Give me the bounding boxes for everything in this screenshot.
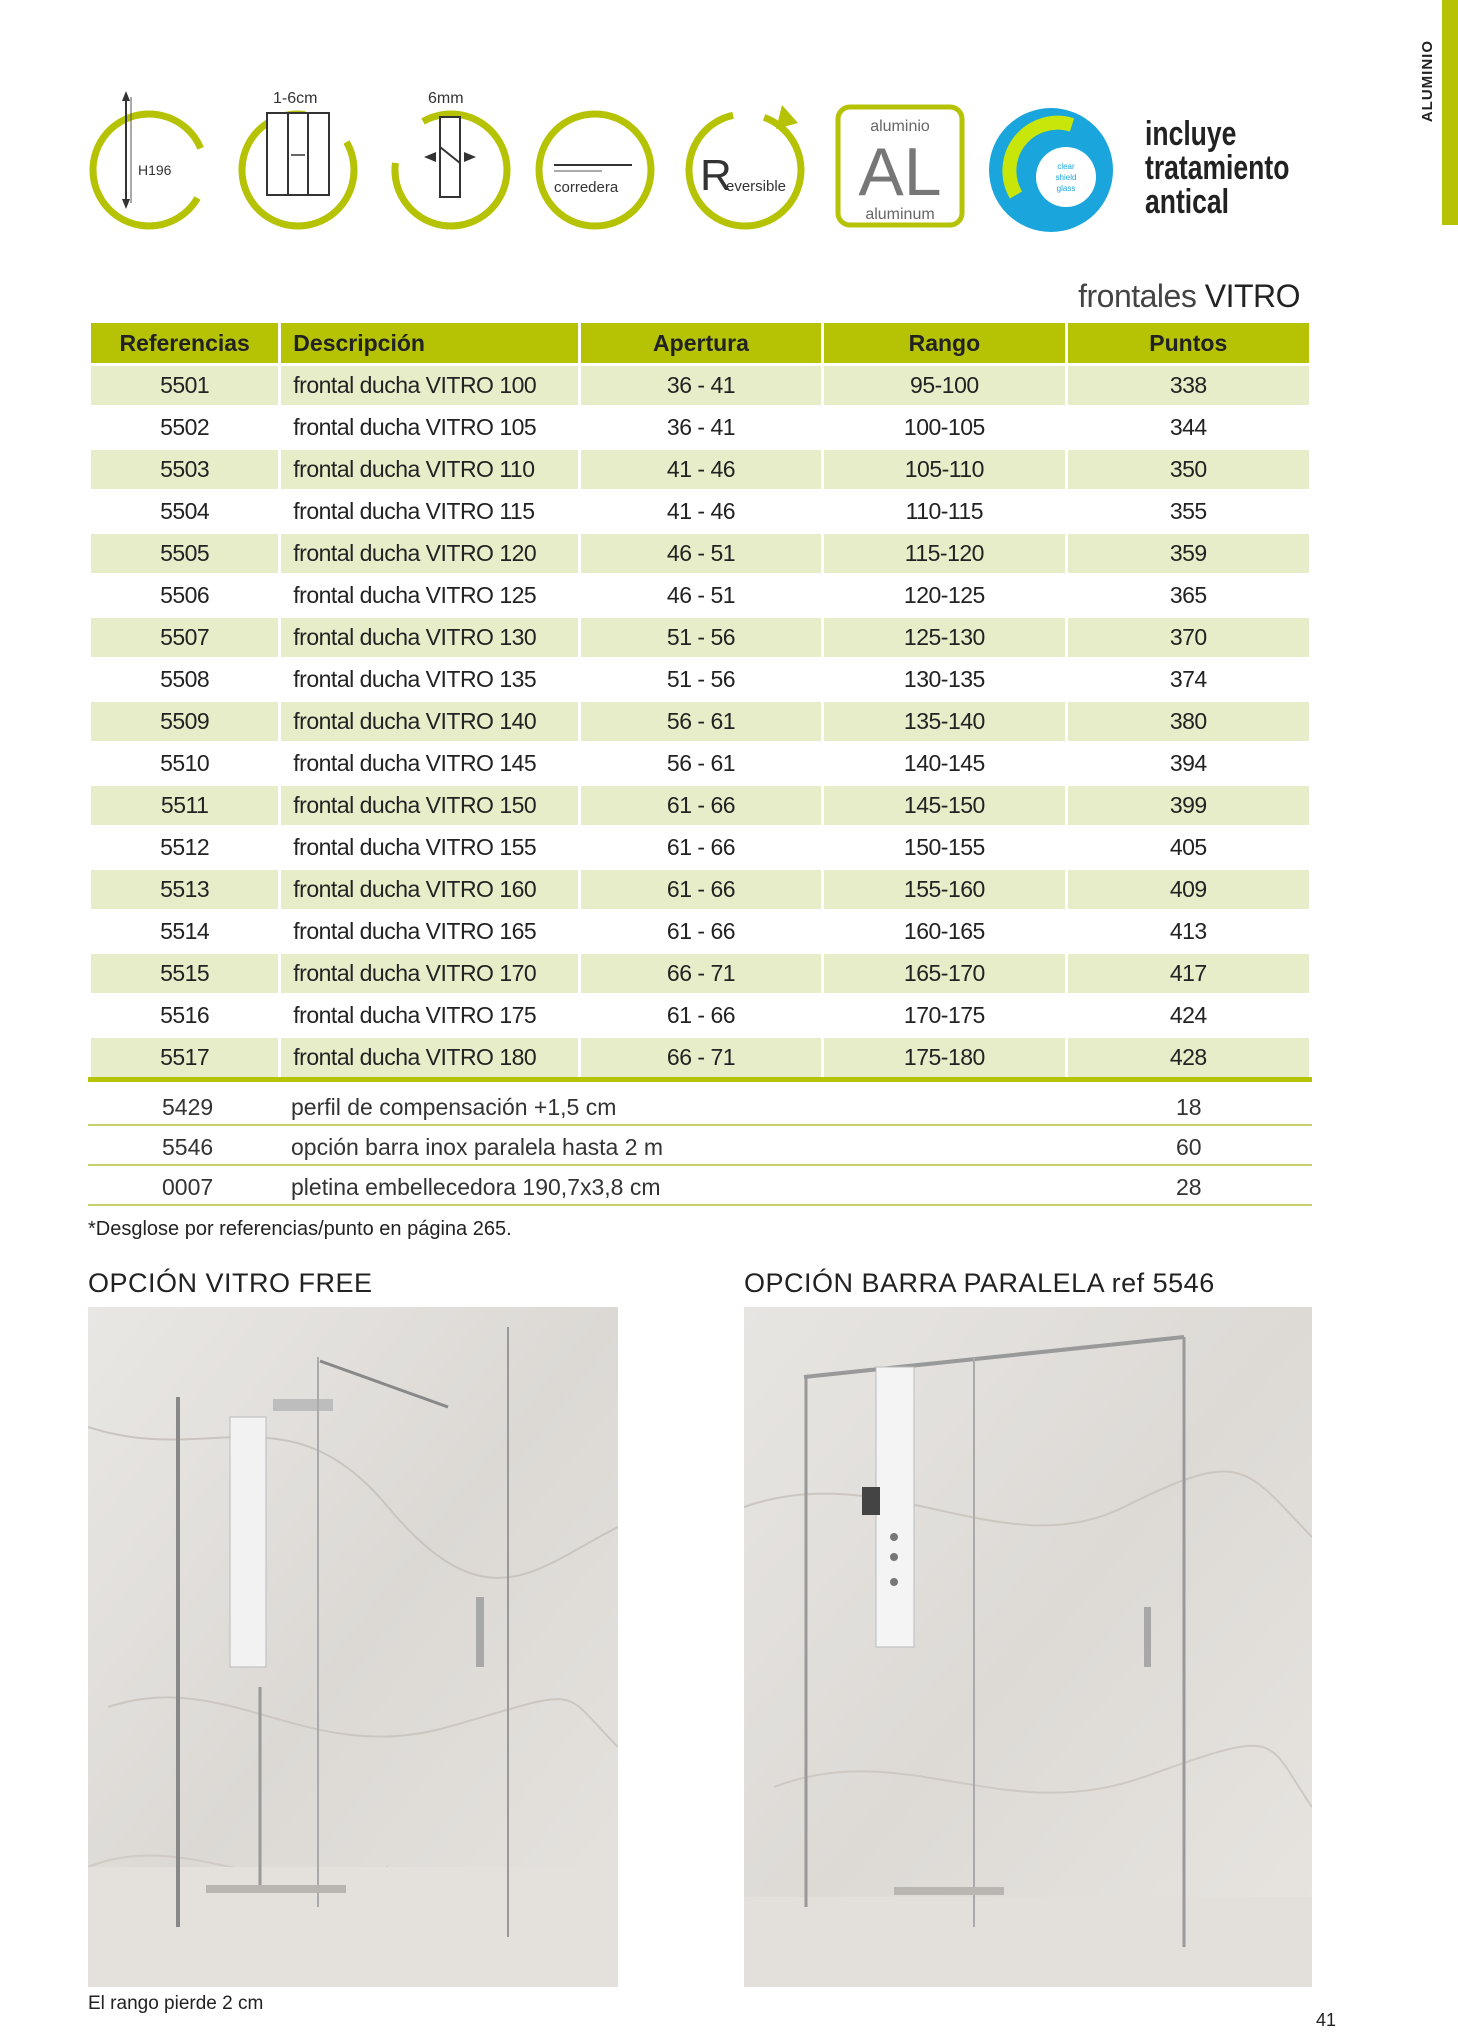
cell-desc: frontal ducha VITRO 180 <box>281 1038 577 1080</box>
cell-desc: frontal ducha VITRO 125 <box>281 576 577 618</box>
header-ref: Referencias <box>91 323 278 366</box>
cell-apertura: 36 - 41 <box>581 366 821 408</box>
antical-seal-icon <box>986 85 1116 235</box>
extra-puntos: 28 <box>1176 1174 1202 1200</box>
extra-row <box>88 1166 1312 1206</box>
cell-puntos: 374 <box>1068 660 1309 702</box>
cell-puntos: 424 <box>1068 996 1309 1038</box>
cell-ref: 5503 <box>91 450 278 492</box>
cell-desc: frontal ducha VITRO 135 <box>281 660 577 702</box>
footnote: *Desglose por referencias/punto en página 265. <box>88 1218 512 1240</box>
cell-puntos: 370 <box>1068 618 1309 660</box>
cell-rango: 135-140 <box>824 702 1064 744</box>
table-row <box>91 492 1309 534</box>
cell-rango: 125-130 <box>824 618 1064 660</box>
cell-desc: frontal ducha VITRO 105 <box>281 408 577 450</box>
cell-apertura: 61 - 66 <box>581 912 821 954</box>
extra-desc: perfil de compensación +1,5 cm <box>291 1094 617 1120</box>
cell-desc: frontal ducha VITRO 155 <box>281 828 577 870</box>
cell-apertura: 56 - 61 <box>581 702 821 744</box>
cell-rango: 175-180 <box>824 1038 1064 1080</box>
height-label: H196 <box>138 162 172 178</box>
cell-desc: frontal ducha VITRO 110 <box>281 450 577 492</box>
cell-ref: 5512 <box>91 828 278 870</box>
photo-caption: El rango pierde 2 cm <box>88 1993 264 2014</box>
section-title <box>1078 278 1300 315</box>
range-label: 1-6cm <box>273 90 318 107</box>
cell-apertura: 61 - 66 <box>581 870 821 912</box>
header-apertura: Apertura <box>581 323 821 366</box>
extra-ref: 0007 <box>162 1174 214 1200</box>
sliding-door-icon <box>532 85 658 235</box>
table-divider <box>88 1077 1312 1082</box>
antical-line-1: incluye <box>1145 115 1237 153</box>
option-left-title: OPCIÓN VITRO FREE <box>88 1268 373 1298</box>
cell-desc: frontal ducha VITRO 100 <box>281 366 577 408</box>
section-tab <box>1442 0 1458 225</box>
cell-desc: frontal ducha VITRO 160 <box>281 870 577 912</box>
header-rango: Rango <box>824 323 1064 366</box>
cell-apertura: 61 - 66 <box>581 828 821 870</box>
table-row <box>91 366 1309 408</box>
cell-apertura: 66 - 71 <box>581 1038 821 1080</box>
cell-rango: 165-170 <box>824 954 1064 996</box>
cell-ref: 5508 <box>91 660 278 702</box>
header-desc: Descripción <box>281 323 577 366</box>
extra-puntos: 18 <box>1176 1094 1202 1120</box>
glass-label: 6mm <box>428 90 464 107</box>
extra-desc: opción barra inox paralela hasta 2 m <box>291 1134 664 1160</box>
header-puntos: Puntos <box>1068 323 1309 366</box>
extra-row <box>88 1126 1312 1166</box>
cell-desc: frontal ducha VITRO 120 <box>281 534 577 576</box>
price-table <box>88 323 1312 1080</box>
cell-apertura: 61 - 66 <box>581 996 821 1038</box>
cell-puntos: 338 <box>1068 366 1309 408</box>
table-row <box>91 744 1309 786</box>
cell-apertura: 36 - 41 <box>581 408 821 450</box>
reversible-big: R <box>700 151 732 200</box>
cell-rango: 115-120 <box>824 534 1064 576</box>
cell-desc: frontal ducha VITRO 115 <box>281 492 577 534</box>
cell-rango: 170-175 <box>824 996 1064 1038</box>
section-title-light: frontales <box>1078 278 1205 314</box>
table-row <box>91 702 1309 744</box>
svg-text:shield: shield <box>1055 173 1077 182</box>
height-icon <box>86 85 212 235</box>
cell-puntos: 344 <box>1068 408 1309 450</box>
antical-claim <box>1145 117 1289 219</box>
cell-puntos: 350 <box>1068 450 1309 492</box>
cell-ref: 5505 <box>91 534 278 576</box>
barra-paralela-photo <box>744 1307 1312 1987</box>
table-row <box>91 408 1309 450</box>
table-row <box>91 1038 1309 1080</box>
table-row <box>91 870 1309 912</box>
aluminio-big: AL <box>858 134 942 210</box>
cell-ref: 5502 <box>91 408 278 450</box>
cell-ref: 5506 <box>91 576 278 618</box>
aluminio-bottom: aluminum <box>865 206 935 223</box>
cell-apertura: 56 - 61 <box>581 744 821 786</box>
section-label: ALUMINIO <box>1419 40 1436 123</box>
extra-ref: 5546 <box>162 1134 214 1160</box>
vitro-free-photo <box>88 1307 618 1987</box>
cell-apertura: 66 - 71 <box>581 954 821 996</box>
table-row <box>91 534 1309 576</box>
cell-rango: 145-150 <box>824 786 1064 828</box>
cell-desc: frontal ducha VITRO 170 <box>281 954 577 996</box>
extras-list <box>88 1086 1312 1206</box>
cell-rango: 110-115 <box>824 492 1064 534</box>
cell-puntos: 365 <box>1068 576 1309 618</box>
table-row <box>91 618 1309 660</box>
cell-ref: 5507 <box>91 618 278 660</box>
extra-ref: 5429 <box>162 1094 214 1120</box>
cell-rango: 120-125 <box>824 576 1064 618</box>
extra-puntos: 60 <box>1176 1134 1202 1160</box>
cell-ref: 5515 <box>91 954 278 996</box>
table-row <box>91 576 1309 618</box>
cell-apertura: 51 - 56 <box>581 618 821 660</box>
table-row <box>91 660 1309 702</box>
adjust-range-icon <box>233 85 363 235</box>
cell-rango: 160-165 <box>824 912 1064 954</box>
svg-text:glass: glass <box>1056 184 1076 193</box>
cell-apertura: 46 - 51 <box>581 534 821 576</box>
cell-rango: 130-135 <box>824 660 1064 702</box>
cell-ref: 5510 <box>91 744 278 786</box>
cell-apertura: 51 - 56 <box>581 660 821 702</box>
cell-desc: frontal ducha VITRO 145 <box>281 744 577 786</box>
cell-puntos: 355 <box>1068 492 1309 534</box>
page-number: 41 <box>1316 2010 1337 2030</box>
cell-apertura: 46 - 51 <box>581 576 821 618</box>
cell-ref: 5509 <box>91 702 278 744</box>
cell-apertura: 41 - 46 <box>581 492 821 534</box>
cell-desc: frontal ducha VITRO 175 <box>281 996 577 1038</box>
cell-ref: 5514 <box>91 912 278 954</box>
cell-puntos: 380 <box>1068 702 1309 744</box>
cell-rango: 140-145 <box>824 744 1064 786</box>
section-title-bold: VITRO <box>1204 278 1300 314</box>
antical-line-2: tratamiento <box>1145 149 1290 187</box>
table-row <box>91 828 1309 870</box>
cell-puntos: 399 <box>1068 786 1309 828</box>
reversible-small: eversible <box>726 178 787 195</box>
cell-ref: 5513 <box>91 870 278 912</box>
table-row <box>91 786 1309 828</box>
cell-rango: 105-110 <box>824 450 1064 492</box>
sliding-label: corredera <box>554 179 619 196</box>
table-row <box>91 954 1309 996</box>
cell-puntos: 413 <box>1068 912 1309 954</box>
option-right-title: OPCIÓN BARRA PARALELA ref 5546 <box>744 1268 1215 1298</box>
antical-line-3: antical <box>1145 183 1230 221</box>
cell-puntos: 417 <box>1068 954 1309 996</box>
cell-desc: frontal ducha VITRO 150 <box>281 786 577 828</box>
table-row <box>91 996 1309 1038</box>
cell-desc: frontal ducha VITRO 140 <box>281 702 577 744</box>
glass-thickness-icon <box>388 85 514 235</box>
cell-ref: 5501 <box>91 366 278 408</box>
cell-ref: 5516 <box>91 996 278 1038</box>
cell-puntos: 359 <box>1068 534 1309 576</box>
cell-desc: frontal ducha VITRO 130 <box>281 618 577 660</box>
cell-puntos: 409 <box>1068 870 1309 912</box>
table-header <box>91 323 1309 366</box>
cell-puntos: 405 <box>1068 828 1309 870</box>
cell-desc: frontal ducha VITRO 165 <box>281 912 577 954</box>
cell-rango: 150-155 <box>824 828 1064 870</box>
cell-ref: 5517 <box>91 1038 278 1080</box>
table-row <box>91 450 1309 492</box>
extra-row <box>88 1086 1312 1126</box>
cell-apertura: 41 - 46 <box>581 450 821 492</box>
reversible-icon <box>682 85 808 235</box>
aluminio-top: aluminio <box>870 118 930 135</box>
svg-text:clear: clear <box>1057 162 1075 171</box>
cell-rango: 155-160 <box>824 870 1064 912</box>
cell-rango: 95-100 <box>824 366 1064 408</box>
cell-puntos: 428 <box>1068 1038 1309 1080</box>
cell-puntos: 394 <box>1068 744 1309 786</box>
extra-desc: pletina embellecedora 190,7x3,8 cm <box>291 1174 661 1200</box>
aluminium-icon <box>834 85 966 235</box>
cell-apertura: 61 - 66 <box>581 786 821 828</box>
cell-ref: 5504 <box>91 492 278 534</box>
cell-ref: 5511 <box>91 786 278 828</box>
table-row <box>91 912 1309 954</box>
cell-rango: 100-105 <box>824 408 1064 450</box>
